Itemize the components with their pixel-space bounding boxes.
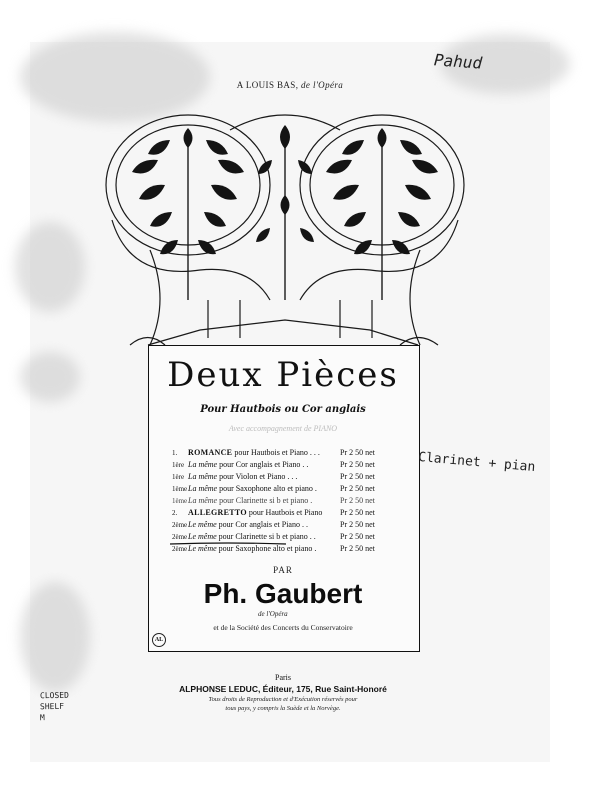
composer-society: et de la Société des Concerts du Conservatoire	[213, 623, 353, 632]
row-number: 2ème	[172, 545, 188, 553]
score-subtitle: Pour Hautbois ou Cor anglais	[200, 404, 366, 415]
row-piece: Le même	[188, 532, 217, 541]
contents-row	[172, 496, 375, 505]
row-instrumentation: pour Cor anglais et Piano . .	[219, 460, 309, 469]
contents-row	[172, 532, 375, 541]
left-tree-leaf	[211, 185, 237, 200]
row-price: Pr 2 50 net	[340, 520, 375, 529]
row-number: 1ème	[172, 485, 188, 493]
score-title: Deux Pièces	[167, 355, 399, 395]
right-tree-leaf	[344, 212, 366, 227]
left-tree-leaf	[139, 185, 165, 200]
row-piece: ALLEGRETTO	[188, 508, 247, 517]
left-tree-leaf	[206, 140, 228, 155]
dedication	[220, 80, 360, 90]
left-tree-leaf	[204, 212, 226, 227]
left-tree-leaf	[218, 160, 244, 174]
right-tree-leaf	[400, 140, 422, 155]
row-piece: La même	[188, 496, 218, 505]
right-tree-leaf	[392, 240, 410, 254]
contents-row	[172, 520, 375, 529]
faded-accompaniment-line: Avec accompagnement de PIANO	[228, 424, 338, 433]
publisher-badge: AL	[152, 633, 166, 647]
handwritten-signature: Pahud	[433, 50, 483, 73]
left-swirl	[112, 220, 270, 300]
contents-row	[172, 484, 375, 493]
row-piece: La même	[188, 484, 218, 493]
shelf-stamp	[40, 690, 69, 723]
right-tree-leaf	[342, 140, 364, 155]
row-instrumentation: pour Hautbois et Piano	[248, 508, 323, 517]
row-instrumentation: pour Clarinette si b et piano .	[219, 496, 313, 505]
row-number: 2ème	[172, 521, 188, 529]
right-stem-curve	[410, 250, 420, 345]
right-tree-leaf	[398, 212, 420, 227]
row-price: Pr 2 50 net	[340, 544, 375, 553]
center-tree-leaf	[281, 195, 290, 215]
row-instrumentation: pour Cor anglais et Piano . .	[218, 520, 308, 529]
row-price: Pr 2 50 net	[340, 472, 375, 481]
publisher-city: Paris	[275, 673, 291, 682]
row-price: Pr 2 50 net	[340, 532, 375, 541]
publisher-name: ALPHONSE LEDUC, Éditeur, 175, Rue Saint-Honoré	[179, 684, 387, 694]
row-number: 1ème	[172, 497, 188, 505]
right-tree-leaf	[326, 160, 352, 174]
contents-row	[172, 472, 375, 481]
row-price: Pr 2 50 net	[340, 460, 375, 469]
dedication-name: A LOUIS BAS,	[236, 80, 299, 90]
row-price: Pr 2 50 net	[340, 496, 375, 505]
row-instrumentation: pour Clarinette si b et piano . .	[218, 532, 316, 541]
shelf-stamp-line: M	[39, 713, 45, 723]
panel-top-curve	[148, 320, 418, 345]
left-stem-curve	[150, 250, 160, 345]
publisher-rights-line-2: tous pays, y compris la Suède et la Norvège.	[225, 705, 341, 712]
left-tree-leaf	[198, 240, 216, 254]
contents-row	[172, 460, 375, 469]
row-number: 2.	[172, 509, 178, 517]
row-piece: ROMANCE	[188, 448, 233, 457]
shelf-stamp-line: CLOSED	[39, 690, 69, 701]
row-number: 1ère	[172, 461, 185, 469]
shelf-stamp-line: SHELF	[39, 701, 65, 712]
center-tree-leaf	[256, 228, 270, 242]
row-price: Pr 2 50 net	[340, 508, 375, 517]
composer-affiliation: de l'Opéra	[258, 610, 288, 618]
handwritten-note: Clarinet + pian	[417, 449, 536, 476]
right-tree-leaf	[378, 128, 387, 148]
center-tree-leaf	[280, 125, 290, 149]
right-tree-leaf	[333, 185, 359, 200]
composer-name: Ph. Gaubert	[203, 578, 363, 609]
row-price: Pr 2 50 net	[340, 448, 375, 457]
handwritten-underline	[168, 542, 288, 546]
row-instrumentation: pour Hautbois et Piano . . .	[234, 448, 320, 457]
center-tree-leaf	[300, 228, 314, 242]
left-tree-leaf	[132, 160, 158, 174]
row-piece: La même	[188, 460, 218, 469]
row-number: 2ème	[172, 533, 188, 541]
right-tree-leaf	[405, 185, 431, 200]
row-instrumentation: pour Saxophone alto et piano .	[218, 544, 317, 553]
vertical-stems	[208, 300, 372, 338]
row-number: 1.	[172, 449, 178, 457]
contents-row	[172, 448, 375, 457]
row-instrumentation: pour Violon et Piano . . .	[219, 472, 298, 481]
left-tree-leaf	[160, 240, 178, 254]
row-piece: Le même	[188, 520, 217, 529]
dedication-suffix: de l'Opéra	[301, 80, 344, 90]
left-tree-leaf	[184, 128, 193, 148]
left-tree-leaf	[150, 212, 172, 227]
right-tree-leaf	[412, 160, 438, 174]
right-swirl	[300, 220, 458, 300]
contents-row	[172, 508, 375, 517]
by-label: PAR	[273, 565, 293, 575]
row-instrumentation: pour Saxophone alto et piano .	[219, 484, 317, 493]
row-price: Pr 2 50 net	[340, 484, 375, 493]
row-number: 1ère	[172, 473, 185, 481]
left-tree-leaf	[148, 140, 170, 155]
right-tree-leaf	[354, 240, 372, 254]
row-piece: La même	[188, 472, 218, 481]
row-piece: Le même	[188, 544, 217, 553]
publisher-rights-line-1: Tous droits de Reproduction et d'Exécution réservés pour	[208, 696, 358, 703]
